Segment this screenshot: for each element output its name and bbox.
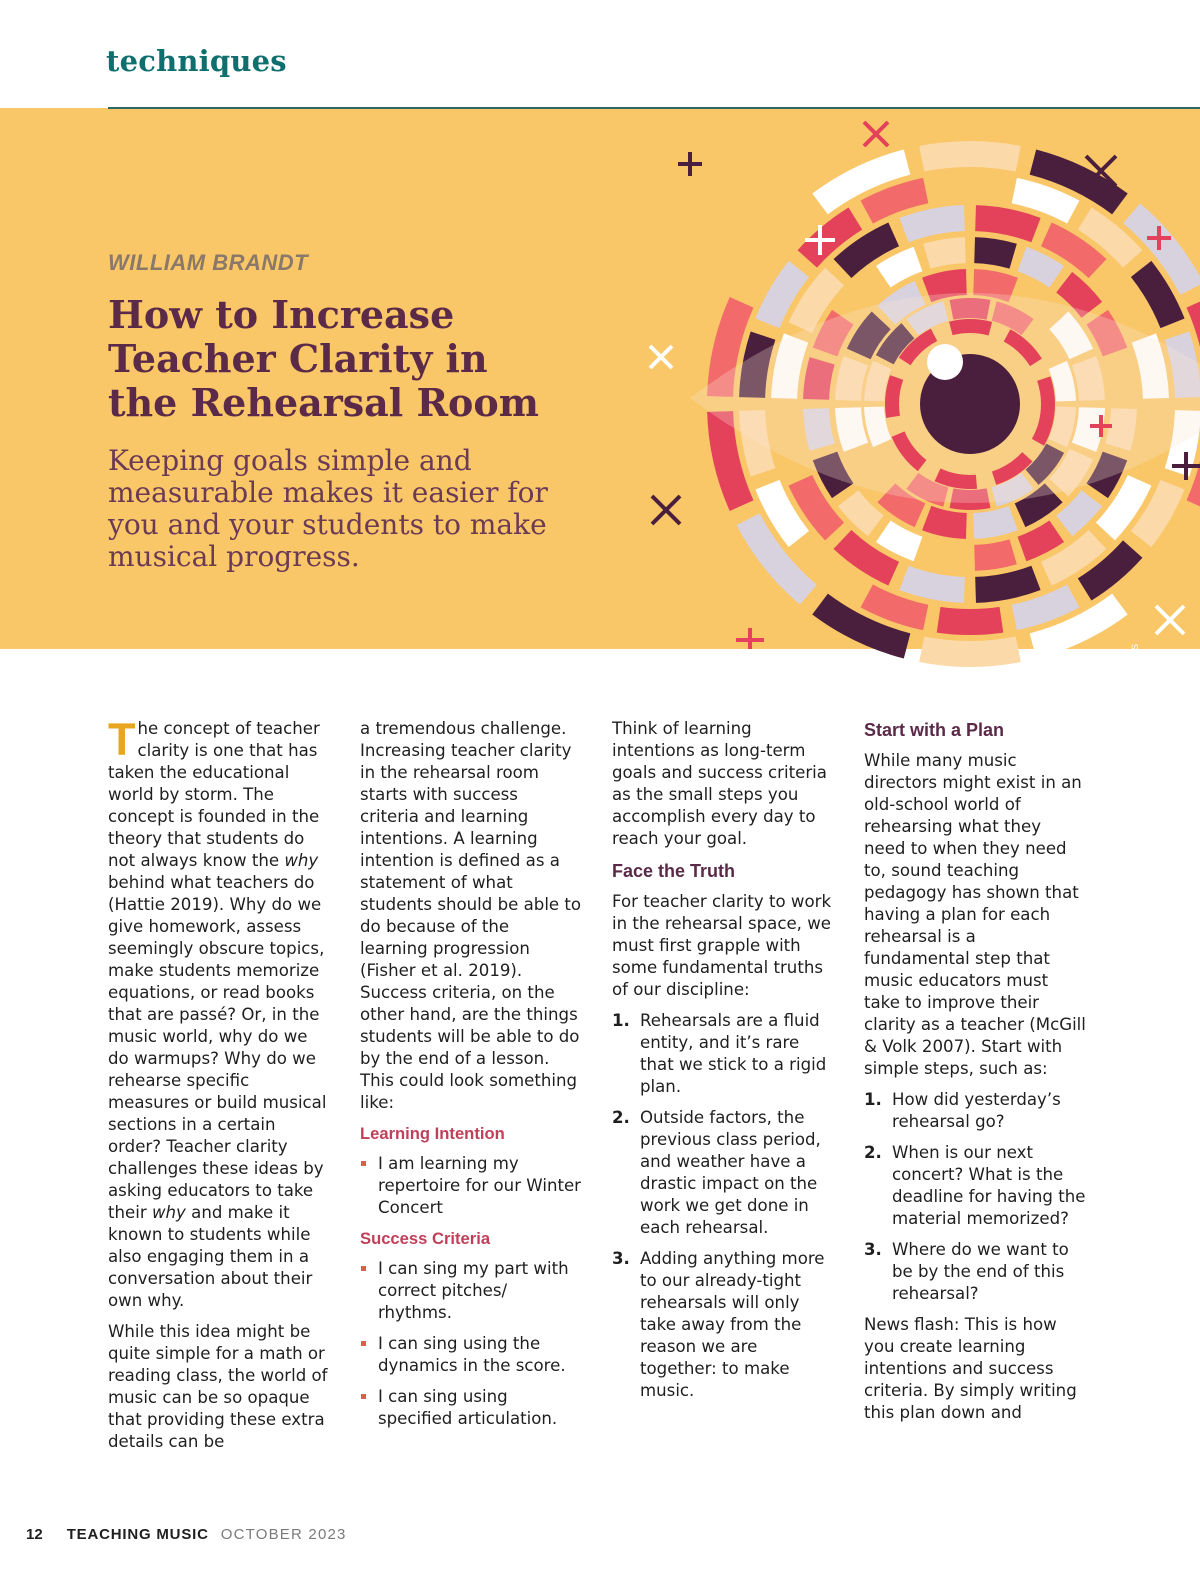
list-item: 3. Adding anything more to our already-tight rehearsals will only take away from the reason we are together: to make music. [612, 1249, 825, 1400]
ring-segment [883, 531, 918, 549]
ring-segment [974, 518, 1014, 526]
start-with-a-plan-heading: Start with a Plan [864, 720, 1005, 740]
paragraph: The concept of teacher clarity is one that has taken the educational world by storm. The concept is founded in the theory that students do not always know the why behind what teachers do (Hattie 2019). Why do we give homework, assess seemingly obscure topics, make students memorize equations, or read books that are passé? Or, in the music world, why do we do warmups? Why do we rehearse specific measures or build musical sections in a certain order? Teacher clarity challenges these ideas by asking educators to take their why and make it known to students while also engaging them in a conversation about their own why. [108, 714, 327, 1310]
ring-segment [976, 218, 1036, 230]
eye-target-icon [560, 108, 1200, 649]
column-1 [108, 714, 330, 1462]
ring-segment [1141, 269, 1172, 323]
dek: Keeping goals simple and measurable makes it easier for you and your students to make musical progress. [108, 444, 548, 573]
x-mark-icon [1156, 606, 1184, 634]
paragraph: While this idea might be quite simple for a math or reading class, the world of music can be so opaque that providing these extra details can be [108, 1322, 328, 1451]
plan-steps-list [864, 1089, 1086, 1305]
column-4 [864, 718, 1086, 1433]
ring-segment [922, 154, 1019, 159]
x-mark-icon [652, 496, 680, 524]
image-credit: DigitalVision Vectors [1127, 643, 1141, 753]
success-criteria-heading: Success Criteria [360, 1229, 491, 1248]
list-item: I can sing using specified articulation. [360, 1386, 582, 1430]
paragraph: For teacher clarity to work in the rehearsal space, we must first grapple with some fundamental truths of our discipline: [612, 892, 832, 999]
ring-segment [883, 259, 918, 277]
x-mark-icon [650, 346, 672, 368]
paragraph: While many music directors might exist in an old-school world of rehearsing what they need to when they need to, sound teaching pedagogy has shown that having a plan for each rehearsal is a fundamental step that music educators must take to improve their clarity as a teacher (McGill & Volk 2007). Start with simple steps, such as: [864, 751, 1086, 1078]
page-footer [26, 1526, 347, 1543]
column-2 [360, 718, 582, 1439]
learning-intention-list [360, 1153, 582, 1219]
ring-segment [867, 191, 926, 212]
ring-segment [974, 282, 1014, 290]
list-item: I can sing using the dynamics in the score. [360, 1333, 582, 1377]
drop-cap: T [108, 714, 136, 765]
ring-segment [939, 620, 1002, 622]
section-tag: techniques [106, 44, 287, 78]
column-3 [612, 718, 834, 1411]
ring-segment [975, 552, 1014, 558]
list-item: I am learning my repertoire for our Winter Concert [360, 1153, 582, 1219]
issue-date: OCTOBER 2023 [220, 1526, 347, 1543]
ring-segment [1014, 596, 1073, 617]
ring-segment [904, 218, 964, 230]
magazine-name: TEACHING MUSIC [66, 1526, 209, 1543]
byline: WILLIAM BRANDT [108, 250, 309, 275]
ring-segment [1064, 282, 1092, 310]
ring-segment [867, 596, 926, 617]
ring-segment [922, 649, 1019, 654]
ring-segment [904, 578, 964, 590]
list-item: 1. How did yesterday’s rehearsal go? [864, 1090, 1061, 1131]
ring-segment [1022, 531, 1057, 549]
paragraph: a tremendous challenge. Increasing teacher clarity in the rehearsal room starts with success criteria and learning intentions. A learning intention is defined as a statement of what students should be able to do because of the learning progression (Fisher et al. 2019). Success criteria, on the other hand, are the things students will be able to do by the end of a lesson. This could look something like: [360, 719, 582, 1112]
ring-segment [1014, 191, 1073, 212]
ring-segment [927, 250, 966, 256]
paragraph: Think of learning intentions as long-term goals and success criteria as the small steps you accomplish every day to reach your goal. [612, 719, 827, 848]
success-criteria-list [360, 1258, 582, 1430]
ring-segment [1022, 259, 1057, 277]
face-the-truth-heading: Face the Truth [612, 861, 736, 881]
list-item: 2. Outside factors, the previous class period, and weather have a drastic impact on the work we get done in each rehearsal. [612, 1108, 821, 1237]
list-item: I can sing my part with correct pitches/ rhythms. [360, 1258, 582, 1324]
x-mark-icon [864, 122, 888, 146]
hero-top-rule [108, 107, 1200, 109]
page-number: 12 [26, 1526, 43, 1543]
plus-icon [678, 152, 702, 176]
learning-intention-heading: Learning Intention [360, 1124, 505, 1143]
ring-segment [976, 578, 1036, 590]
eye-highlight [927, 344, 963, 380]
ring-segment [975, 250, 1014, 256]
plus-icon [736, 628, 764, 649]
truths-list [612, 1010, 834, 1402]
headline: How to Increase Teacher Clarity in the Rehearsal Room [108, 292, 539, 425]
list-item: 1. Rehearsals are a fluid entity, and it’s rare that we stick to a rigid plan. [612, 1011, 827, 1096]
paragraph: News flash: This is how you create learning intentions and success criteria. By simply writing this plan down and [864, 1315, 1077, 1422]
ring-segment [1064, 498, 1092, 526]
ring-segment [927, 282, 967, 290]
ring-segment [848, 498, 876, 526]
ring-segment [927, 518, 967, 526]
list-item: 2. When is our next concert? What is the deadline for having the material memorized? [864, 1143, 1086, 1228]
list-item: 3. Where do we want to be by the end of this rehearsal? [864, 1240, 1069, 1303]
